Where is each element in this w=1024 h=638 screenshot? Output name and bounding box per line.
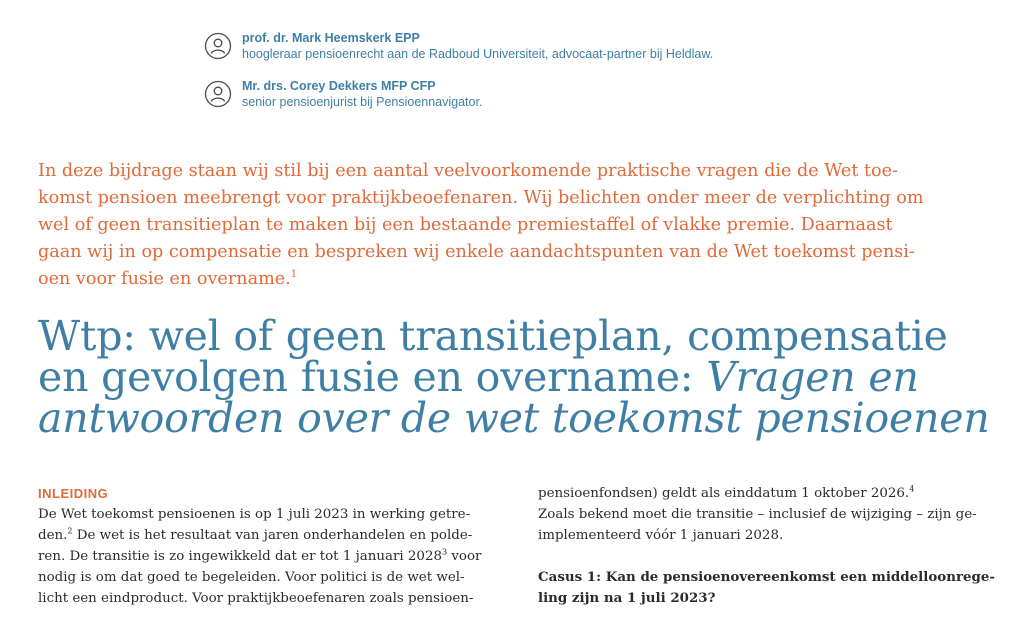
author-block-dekkers (204, 78, 482, 110)
body-line: den.$^2$ De wet is het resultaat van jaren onderhandelen en polde- (38, 526, 473, 543)
footnote-ref[interactable]: 1 (290, 269, 298, 281)
article-title (38, 312, 1024, 442)
intro-line: oen voor fusie en overname.$^1$ (38, 269, 298, 289)
person-icon (204, 80, 232, 108)
body-line: pensioenfondsen) geldt als einddatum 1 oktober 2026.$^4$ (538, 484, 915, 501)
body-line: nodig is om dat goed te begeleiden. Voor politici is de wet wel- (38, 570, 465, 585)
section-heading: INLEIDING (38, 486, 109, 501)
body-line: De Wet toekomst pensioenen is op 1 juli 2023 in werking getre- (38, 507, 471, 522)
body-line: implementeerd vóór 1 januari 2028. (538, 528, 784, 543)
body-column-left (38, 483, 508, 609)
title-line: Wtp: wel of geen transitieplan, compensatie (38, 312, 948, 360)
footnote-ref[interactable]: 3 (441, 547, 448, 557)
intro-line: komst pensioen meebrengt voor praktijkbeoefenaren. Wij belichten onder meer de verplichting om (38, 188, 924, 208)
intro-line: In deze bijdrage staan wij stil bij een aantal veelvoorkomende praktische vragen die de Wet toe- (38, 161, 898, 181)
body-line: ren. De transitie is zo ingewikkeld dat er tot 1 januari 2028$^3$ voor (38, 547, 482, 564)
title-line: en gevolgen fusie en overname: Vragen en (38, 353, 919, 401)
author-block-heemskerk (204, 30, 713, 62)
body-column-right (538, 483, 1018, 609)
author-role: hoogleraar pensioenrecht aan de Radboud Universiteit, advocaat-partner bij Heldlaw. (242, 47, 714, 61)
footnote-ref[interactable]: 4 (909, 484, 915, 494)
author-name: Mr. drs. Corey Dekkers MFP CFP (242, 79, 436, 93)
intro-line: gaan wij in op compensatie en bespreken wij enkele aandachtspunten van de Wet toekomst pensi- (38, 242, 915, 262)
intro-paragraph (38, 158, 1024, 293)
body-line: licht een eindproduct. Voor praktijkbeoefenaren zoals pensioen- (38, 591, 474, 606)
author-name: prof. dr. Mark Heemskerk EPP (242, 31, 420, 45)
casus-heading: Casus 1: Kan de pensioenovereenkomst een middelloonrege- ling zijn na 1 juli 2023? (538, 569, 995, 606)
person-icon (204, 32, 232, 60)
footnote-ref[interactable]: 2 (67, 526, 73, 536)
body-line: Zoals bekend moet die transitie – inclusief de wijziging – zijn ge- (538, 507, 977, 522)
title-line: antwoorden over de wet toekomst pensioenen (38, 394, 990, 442)
author-role: senior pensioenjurist bij Pensioennavigator. (242, 95, 483, 109)
intro-line: wel of geen transitieplan te maken bij een bestaande premiestaffel of vlakke premie. Daarnaast (38, 215, 893, 235)
